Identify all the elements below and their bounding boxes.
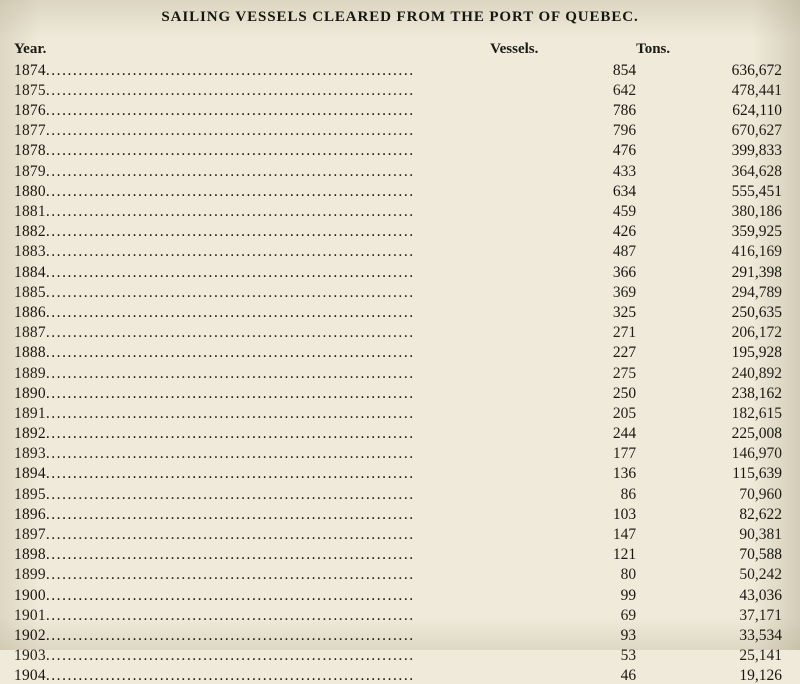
cell-tons: 146,970 [731,445,782,463]
cell-year [14,341,490,361]
year-label: 1894 [14,465,46,482]
year-label: 1874 [14,61,46,79]
year-label: 1887 [14,324,46,341]
dot-leader: .................................................................... [45,667,415,684]
table-body [14,58,782,684]
table-row [14,563,782,583]
cell-tons: 225,008 [731,425,782,443]
cell-vessels: 476 [612,142,637,160]
cell-year [14,199,490,219]
table-row [14,401,782,421]
cell-tons: 25,141 [739,647,782,665]
table-row [14,603,782,623]
cell-tons: 82,622 [739,505,782,523]
cell-tons: 90,381 [739,526,782,543]
cell-vessels: 244 [612,425,637,443]
dot-leader: .................................................................... [45,546,415,563]
year-label: 1903 [14,647,46,664]
year-label: 1896 [14,505,46,523]
cell-tons: 37,171 [739,606,782,624]
column-header-tons: Tons. [636,41,671,57]
cell-year [14,159,490,179]
dot-leader: .................................................................... [45,102,415,119]
dot-leader: .................................................................... [45,566,415,583]
cell-vessels: 205 [612,404,637,422]
dot-leader: .................................................................... [45,586,415,604]
year-label: 1899 [14,566,46,583]
cell-tons: 636,672 [731,61,782,79]
cell-tons: 294,789 [731,283,782,301]
cell-vessels: 93 [620,626,637,644]
table-row [14,522,782,542]
dot-leader: .................................................................... [45,324,415,341]
cell-year [14,78,490,98]
cell-tons: 115,639 [732,465,782,483]
dot-leader: .................................................................... [45,162,415,180]
page-title: SAILING VESSELS CLEARED FROM THE PORT OF QUEBEC. [161,9,639,25]
cell-vessels: 86 [620,485,637,503]
cell-vessels: 46 [620,667,637,684]
cell-vessels: 53 [620,647,637,665]
cell-year [14,664,490,684]
cell-year [14,421,490,441]
dot-leader: .................................................................... [45,606,415,624]
cell-vessels: 136 [612,465,637,483]
dot-leader: .................................................................... [45,303,415,321]
cell-vessels: 459 [612,203,637,220]
cell-tons: 291,398 [731,263,782,281]
dot-leader: .................................................................... [45,122,415,139]
cell-year [14,381,490,401]
cell-year [14,139,490,159]
dot-leader: .................................................................... [45,263,415,281]
cell-year [14,603,490,623]
year-label: 1892 [14,425,46,442]
cell-vessels: 642 [612,81,637,99]
cell-tons: 478,441 [731,81,782,99]
cell-tons: 240,892 [731,364,782,382]
table-row [14,543,782,563]
year-label: 1882 [14,223,46,240]
dot-leader: .................................................................... [45,465,415,482]
cell-tons: 250,635 [731,303,782,321]
cell-vessels: 487 [612,243,637,261]
cell-year [14,401,490,421]
cell-vessels: 103 [612,505,637,523]
year-label: 1885 [14,283,46,301]
cell-vessels: 271 [612,324,637,342]
year-label: 1901 [14,606,46,624]
year-label: 1878 [14,142,46,159]
cell-tons: 555,451 [731,182,782,200]
table-row [14,260,782,280]
year-label: 1895 [14,485,46,503]
year-label: 1880 [14,182,46,200]
year-label: 1904 [14,667,46,684]
table-container [0,42,800,684]
year-label: 1884 [14,263,46,281]
table-row [14,442,782,462]
year-label: 1890 [14,384,46,402]
dot-leader: .................................................................... [45,425,415,442]
year-label: 1888 [14,344,46,361]
cell-vessels: 69 [620,606,637,624]
cell-tons: 195,928 [731,344,782,362]
cell-year [14,220,490,240]
cell-year [14,583,490,603]
cell-year [14,623,490,643]
cell-year [14,543,490,563]
year-label: 1889 [14,364,46,381]
dot-leader: .................................................................... [45,283,415,301]
dot-leader: .................................................................... [45,364,415,381]
table-row [14,300,782,320]
dot-leader: .................................................................... [45,526,415,543]
table-row [14,421,782,441]
year-label: 1886 [14,303,46,321]
table-row [14,179,782,199]
dot-leader: .................................................................... [45,445,415,462]
cell-tons: 19,126 [739,667,782,684]
year-label: 1897 [14,526,46,543]
cell-tons: 70,960 [739,485,782,503]
sailing-vessels-table [14,42,782,684]
table-row [14,139,782,159]
cell-tons: 364,628 [731,162,782,180]
cell-vessels: 369 [612,283,637,301]
table-row [14,341,782,361]
dot-leader: .................................................................... [45,626,415,644]
cell-year [14,643,490,663]
cell-vessels: 786 [612,102,637,120]
dot-leader: .................................................................... [45,142,415,159]
cell-tons: 399,833 [731,142,782,160]
cell-tons: 33,534 [739,626,782,644]
dot-leader: .................................................................... [45,182,415,200]
cell-tons: 70,588 [739,546,782,564]
cell-vessels: 325 [612,303,637,321]
table-row [14,159,782,179]
table-row [14,502,782,522]
table-row [14,583,782,603]
dot-leader: .................................................................... [45,384,415,402]
cell-year [14,482,490,502]
cell-year [14,522,490,542]
cell-vessels: 366 [612,263,637,281]
cell-vessels: 227 [612,344,637,362]
cell-year [14,502,490,522]
cell-vessels: 634 [612,182,637,200]
year-label: 1877 [14,122,46,139]
cell-tons: 43,036 [739,586,782,604]
table-row [14,98,782,118]
cell-year [14,280,490,300]
table-row [14,199,782,219]
table-row [14,361,782,381]
cell-vessels: 250 [612,384,637,402]
year-label: 1902 [14,626,46,644]
dot-leader: .................................................................... [45,81,415,99]
cell-tons: 624,110 [732,102,782,120]
cell-year [14,119,490,139]
cell-tons: 670,627 [731,122,782,140]
cell-vessels: 147 [612,526,637,543]
dot-leader: .................................................................... [45,647,415,664]
table-row [14,78,782,98]
year-label: 1875 [14,81,46,99]
table-row [14,664,782,684]
year-label: 1879 [14,162,46,180]
year-label: 1891 [14,404,46,422]
cell-vessels: 426 [612,223,637,241]
cell-tons: 50,242 [739,566,782,584]
cell-vessels: 177 [612,445,637,463]
table-row [14,119,782,139]
cell-year [14,563,490,583]
cell-year [14,179,490,199]
cell-vessels: 99 [620,586,637,604]
dot-leader: .................................................................... [45,344,415,361]
cell-tons: 238,162 [731,384,782,402]
year-label: 1893 [14,445,46,462]
year-label: 1900 [14,586,46,604]
cell-year [14,260,490,280]
cell-tons: 206,172 [731,324,782,342]
table-row [14,220,782,240]
cell-vessels: 275 [612,364,637,382]
cell-year [14,320,490,340]
year-label: 1881 [14,203,46,220]
cell-year [14,58,490,78]
cell-vessels: 433 [612,162,637,180]
cell-tons: 380,186 [731,203,782,220]
cell-tons: 416,169 [731,243,782,261]
cell-tons: 182,615 [731,404,782,422]
cell-year [14,300,490,320]
table-row [14,280,782,300]
cell-year [14,98,490,118]
cell-tons: 359,925 [731,223,782,241]
dot-leader: .................................................................... [45,203,415,220]
cell-vessels: 854 [612,61,637,79]
dot-leader: .................................................................... [45,404,415,422]
table-row [14,623,782,643]
table-row [14,240,782,260]
table-row [14,381,782,401]
dot-leader: .................................................................... [45,505,415,523]
year-label: 1876 [14,102,46,119]
dot-leader: .................................................................... [45,485,415,503]
dot-leader: .................................................................... [45,61,415,79]
cell-year [14,442,490,462]
column-header-year: Year. [14,41,47,57]
cell-year [14,462,490,482]
table-row [14,58,782,78]
cell-year [14,240,490,260]
table-row [14,462,782,482]
cell-year [14,361,490,381]
table-row [14,320,782,340]
dot-leader: .................................................................... [45,243,415,260]
table-row [14,643,782,663]
cell-vessels: 121 [612,546,637,564]
table-header [14,42,782,58]
column-header-vessels: Vessels. [490,41,539,57]
cell-vessels: 80 [620,566,637,584]
table-row [14,482,782,502]
cell-vessels: 796 [612,122,637,140]
year-label: 1898 [14,546,46,563]
table-header-row [14,42,782,58]
dot-leader: .................................................................... [45,223,415,240]
year-label: 1883 [14,243,46,260]
